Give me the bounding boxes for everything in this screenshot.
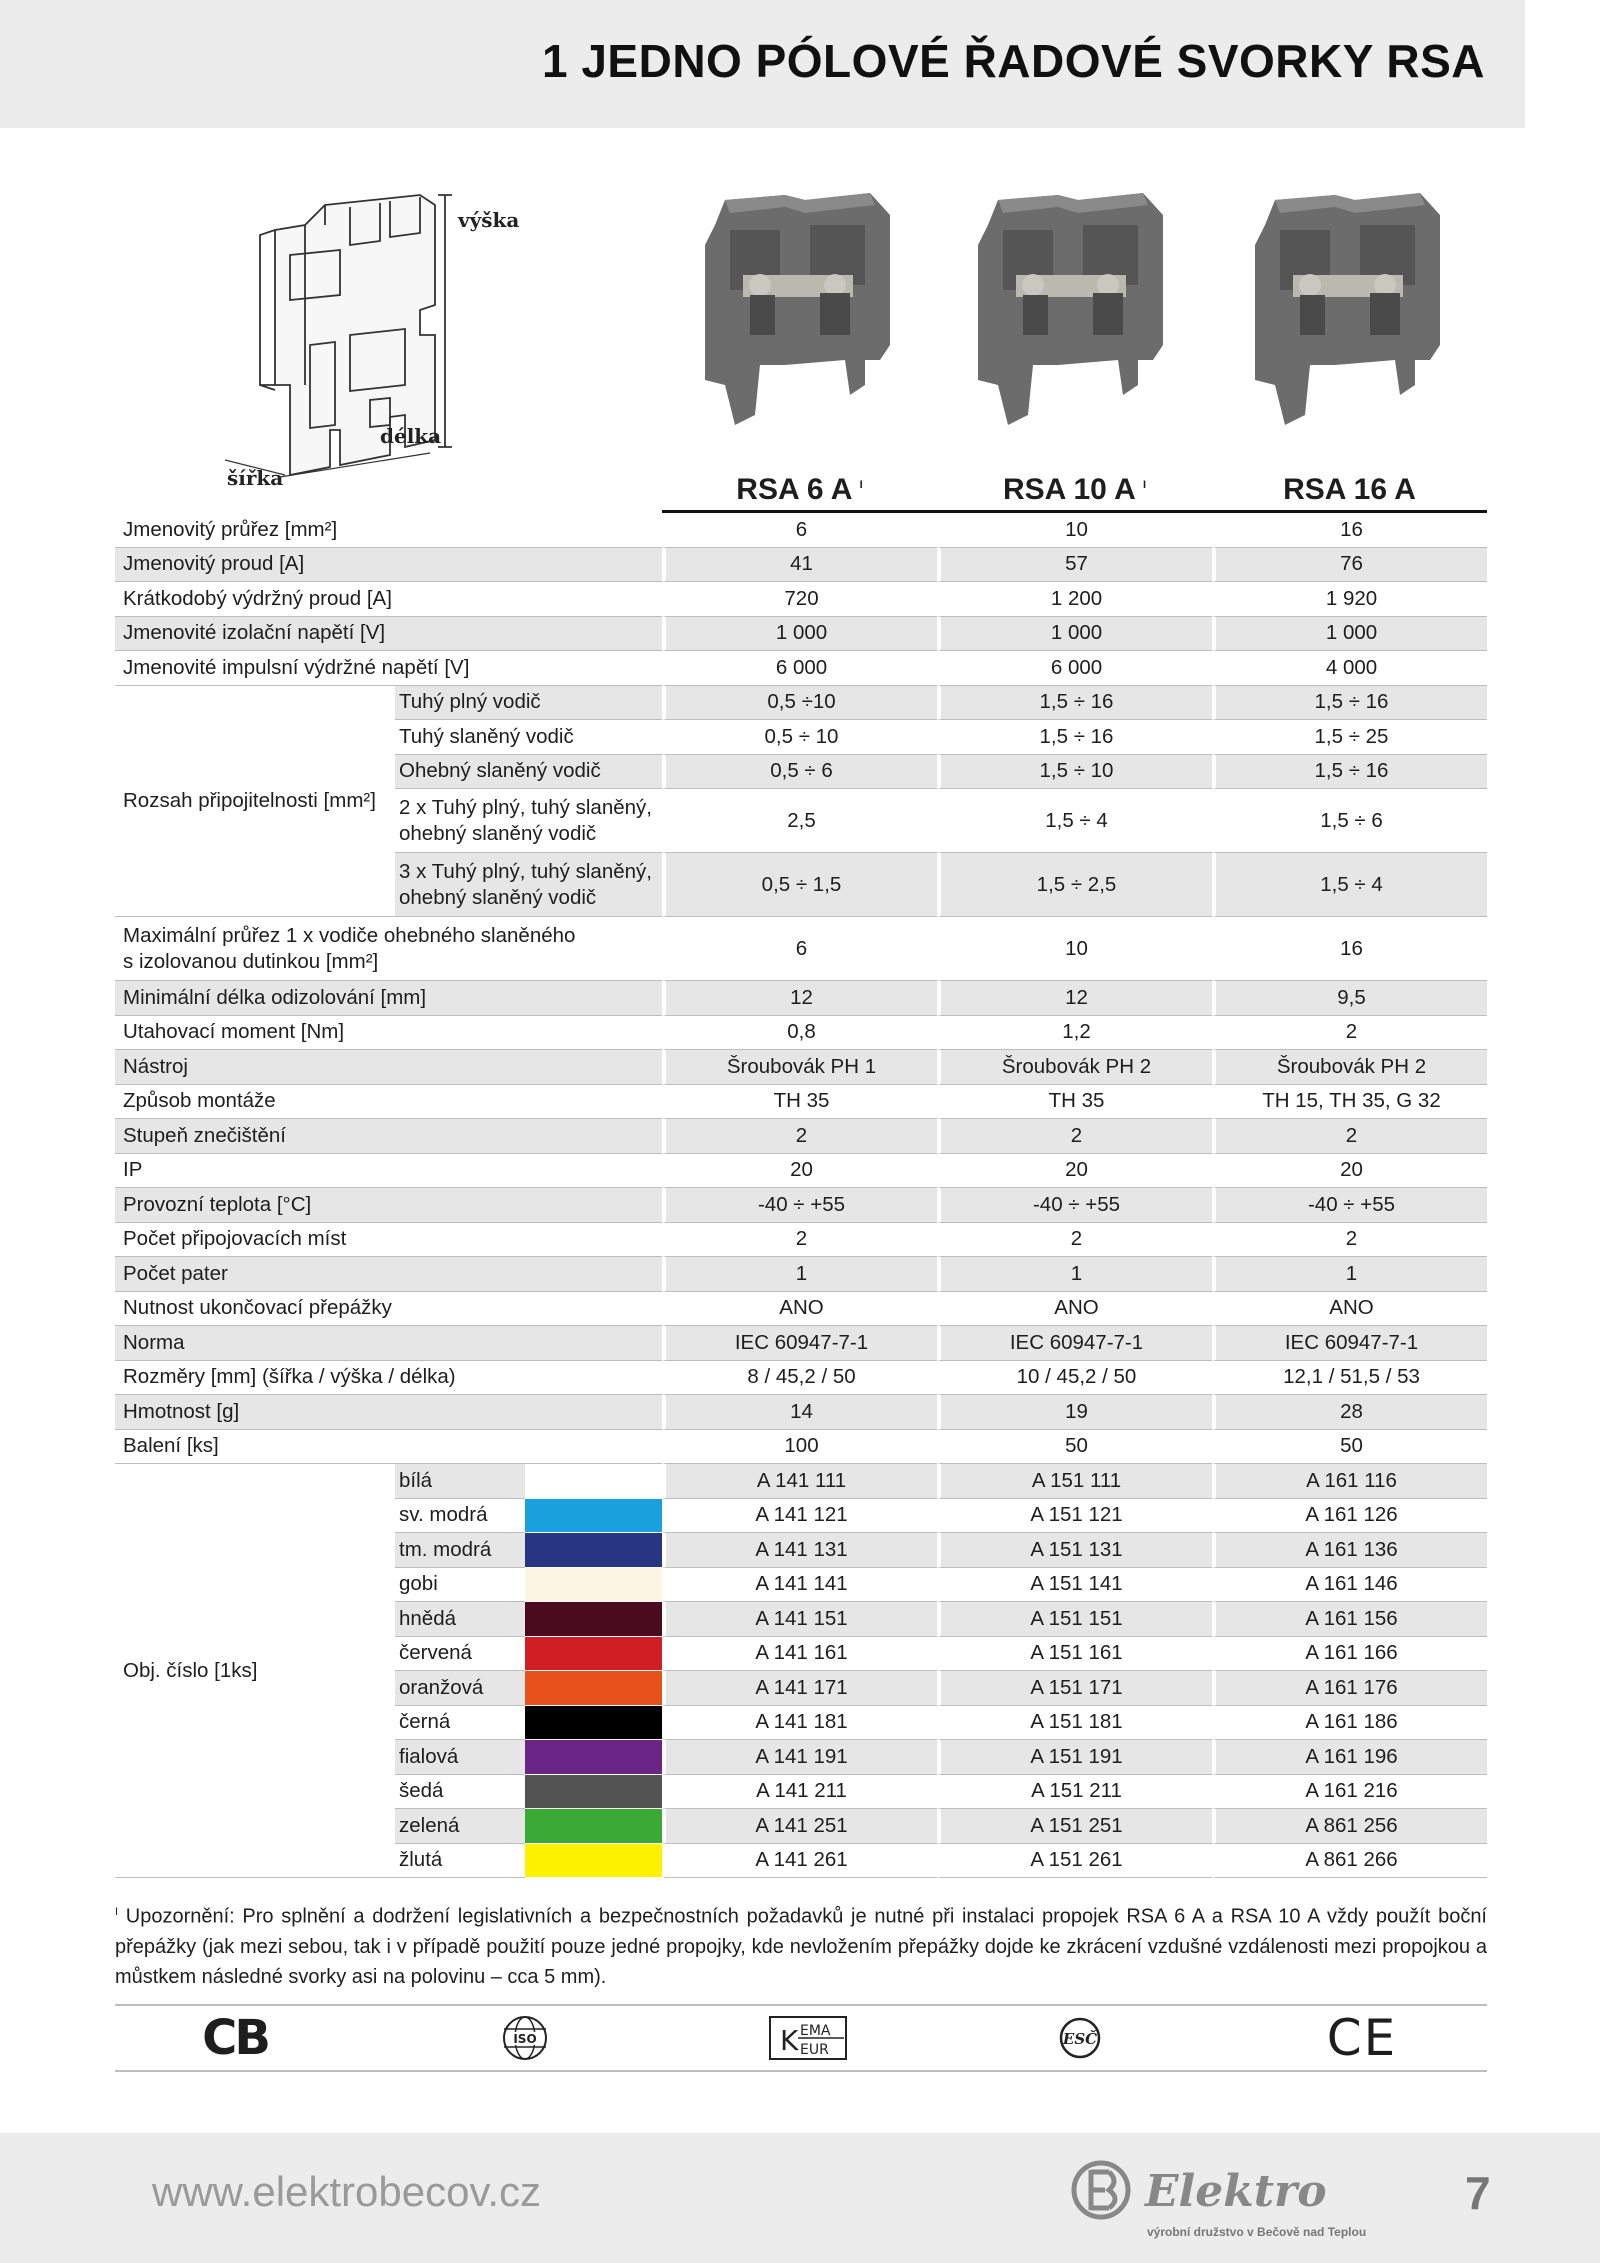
color-swatch — [525, 1671, 662, 1706]
spec-value: Šroubovák PH 2 — [1212, 1050, 1487, 1085]
spec-label: Norma — [115, 1326, 662, 1361]
color-name: fialová — [395, 1740, 525, 1775]
spec-value: TH 15, TH 35, G 32 — [1212, 1085, 1487, 1120]
spec-row — [115, 1016, 1487, 1051]
spec-value: 2 — [1212, 1223, 1487, 1258]
spec-label: Jmenovité impulsní výdržné napětí [V] — [115, 651, 662, 686]
order-number: A 161 166 — [1212, 1637, 1487, 1672]
color-name: bílá — [395, 1464, 525, 1499]
color-swatch — [525, 1499, 662, 1534]
spec-value: 2 — [937, 1119, 1212, 1154]
order-number: A 151 121 — [937, 1499, 1212, 1534]
order-number-label: Obj. číslo [1ks] — [115, 1464, 395, 1878]
brand-tagline: výrobní družstvo v Bečově nad Teplou — [1147, 2225, 1367, 2239]
spec-value: 50 — [1212, 1430, 1487, 1465]
spec-label: IP — [115, 1154, 662, 1189]
page-title: 1 JEDNO PÓLOVÉ ŘADOVÉ SVORKY RSA — [541, 35, 1485, 87]
color-name: gobi — [395, 1568, 525, 1603]
order-number: A 151 161 — [937, 1637, 1212, 1672]
order-number: A 161 136 — [1212, 1533, 1487, 1568]
spec-value: 10 / 45,2 / 50 — [937, 1361, 1212, 1396]
spec-value: 12 — [937, 981, 1212, 1016]
connection-type-label: 2 x Tuhý plný, tuhý slaněný, ohebný slaněný vodič — [395, 789, 662, 853]
spec-value: 0,5 ÷ 10 — [662, 720, 937, 755]
height-label: výška — [458, 208, 520, 232]
spec-value: 0,5 ÷ 1,5 — [662, 853, 937, 917]
color-name: černá — [395, 1706, 525, 1741]
spec-label: Krátkodobý výdržný proud [A] — [115, 582, 662, 617]
spec-row — [115, 1119, 1487, 1154]
spec-row — [115, 548, 1487, 583]
kema-ema-text: EMA — [799, 2023, 831, 2039]
spec-row — [115, 1292, 1487, 1327]
kema-k-text: K — [779, 2024, 798, 2057]
spec-value: 6 — [662, 513, 937, 548]
spec-value: Šroubovák PH 2 — [937, 1050, 1212, 1085]
order-number: A 141 171 — [662, 1671, 937, 1706]
spec-value: 20 — [1212, 1154, 1487, 1189]
connection-type-label: Tuhý slaněný vodič — [395, 720, 662, 755]
spec-value: 720 — [662, 582, 937, 617]
spec-label: Nutnost ukončovací přepážky — [115, 1292, 662, 1327]
spec-row — [115, 1050, 1487, 1085]
order-number: A 151 111 — [937, 1464, 1212, 1499]
spec-value: 4 000 — [1212, 651, 1487, 686]
spec-value: 0,5 ÷10 — [662, 686, 937, 721]
order-number: A 141 121 — [662, 1499, 937, 1534]
spec-value: 6 000 — [662, 651, 937, 686]
spec-value: ANO — [937, 1292, 1212, 1327]
spec-value: 8 / 45,2 / 50 — [662, 1361, 937, 1396]
order-number: A 151 151 — [937, 1602, 1212, 1637]
spec-value: 1 000 — [1212, 617, 1487, 652]
spec-value: 0,5 ÷ 6 — [662, 755, 937, 790]
spec-row — [115, 617, 1487, 652]
order-number: A 151 211 — [937, 1775, 1212, 1810]
spec-row — [115, 1326, 1487, 1361]
connection-row — [115, 686, 1487, 721]
product-heading: RSA 10 A $^I$ — [937, 470, 1212, 513]
page-header — [0, 0, 1525, 128]
spec-label: Balení [ks] — [115, 1430, 662, 1465]
spec-value: IEC 60947-7-1 — [937, 1326, 1212, 1361]
spec-value: 19 — [937, 1395, 1212, 1430]
spec-row — [115, 1395, 1487, 1430]
color-name: šedá — [395, 1775, 525, 1810]
order-number: A 861 266 — [1212, 1844, 1487, 1879]
spec-value: -40 ÷ +55 — [937, 1188, 1212, 1223]
spec-value: 0,8 — [662, 1016, 937, 1051]
spec-value: 1 200 — [937, 582, 1212, 617]
order-number: A 141 151 — [662, 1602, 937, 1637]
spec-value: 2 — [662, 1223, 937, 1258]
spec-table-wrap — [115, 470, 1487, 1878]
spec-value: 1 — [937, 1257, 1212, 1292]
spec-value: 50 — [937, 1430, 1212, 1465]
spec-value: 1,5 ÷ 16 — [937, 686, 1212, 721]
rsa-10a-terminal-image — [968, 185, 1173, 425]
color-name: hnědá — [395, 1602, 525, 1637]
order-number: A 161 126 — [1212, 1499, 1487, 1534]
order-number: A 161 176 — [1212, 1671, 1487, 1706]
spec-value: 2 — [1212, 1016, 1487, 1051]
spec-value: -40 ÷ +55 — [662, 1188, 937, 1223]
spec-value: 1,5 ÷ 4 — [1212, 853, 1487, 917]
spec-value: 1,2 — [937, 1016, 1212, 1051]
order-number: A 141 131 — [662, 1533, 937, 1568]
spec-value: 1,5 ÷ 16 — [1212, 686, 1487, 721]
elektro-logo — [1065, 2160, 1395, 2225]
spec-label: Hmotnost [g] — [115, 1395, 662, 1430]
color-swatch — [525, 1464, 662, 1499]
cb-mark-icon: CB — [202, 2010, 268, 2066]
kema-keur-icon — [765, 2012, 850, 2064]
spec-value: 1,5 ÷ 25 — [1212, 720, 1487, 755]
divider — [115, 2004, 1487, 2006]
order-number: A 161 186 — [1212, 1706, 1487, 1741]
length-label: délka — [380, 424, 442, 448]
spec-value: 2 — [662, 1119, 937, 1154]
color-swatch — [525, 1602, 662, 1637]
spec-row — [115, 1430, 1487, 1465]
spec-label: Jmenovitý proud [A] — [115, 548, 662, 583]
iso-globe-icon — [495, 2012, 555, 2064]
order-number: A 161 196 — [1212, 1740, 1487, 1775]
spec-value: 9,5 — [1212, 981, 1487, 1016]
spec-value: 16 — [1212, 513, 1487, 548]
color-name: tm. modrá — [395, 1533, 525, 1568]
spec-label: Jmenovité izolační napětí [V] — [115, 617, 662, 652]
footnote-text: Upozornění: Pro splnění a dodržení legislativních a bezpečnostních požadavků je nutné při instalaci propojek RSA 6 A a RSA 10 A vždy použít boční přepážky (jak mezi sebou, tak i v případě použití pouze jedné propojky, kde nevložením přepážky dojde ke zkrácení vzdušné vzdálenosti mezi propojkou a můstkem následné svorky asi na polovinu – cca 5 mm). — [115, 1905, 1487, 1988]
footnote-mark: I — [115, 1906, 119, 1918]
color-name: červená — [395, 1637, 525, 1672]
connection-range-label: Rozsah připojitelnosti [mm²] — [115, 686, 395, 918]
color-swatch — [525, 1706, 662, 1741]
spec-row — [115, 582, 1487, 617]
color-swatch — [525, 1844, 662, 1879]
kema-eur-text: EUR — [799, 2042, 829, 2058]
rsa-16a-terminal-image — [1245, 185, 1450, 425]
order-number: A 151 261 — [937, 1844, 1212, 1879]
spec-row — [115, 1223, 1487, 1258]
spec-value: 20 — [937, 1154, 1212, 1189]
spec-value: 1 — [1212, 1257, 1487, 1292]
color-name: sv. modrá — [395, 1499, 525, 1534]
order-number: A 151 171 — [937, 1671, 1212, 1706]
spec-value: 100 — [662, 1430, 937, 1465]
order-number: A 141 251 — [662, 1809, 937, 1844]
spec-value: TH 35 — [937, 1085, 1212, 1120]
spec-value: 10 — [937, 513, 1212, 548]
spec-label: Nástroj — [115, 1050, 662, 1085]
esc-mark-icon — [1055, 2012, 1105, 2064]
order-number: A 161 216 — [1212, 1775, 1487, 1810]
footnote — [115, 1897, 1487, 1992]
order-row — [115, 1464, 1487, 1499]
order-number: A 141 211 — [662, 1775, 937, 1810]
spec-value: IEC 60947-7-1 — [662, 1326, 937, 1361]
spec-table — [115, 470, 1487, 1878]
spec-value: 41 — [662, 548, 937, 583]
spec-label: Maximální průřez 1 x vodiče ohebného slaněného s izolovanou dutinkou [mm²] — [115, 917, 662, 981]
product-heading: RSA 6 A $^I$ — [662, 470, 937, 513]
spec-value: 6 — [662, 917, 937, 981]
divider — [115, 2070, 1487, 2072]
spec-value: 20 — [662, 1154, 937, 1189]
website-link[interactable]: www.elektrobecov.cz — [152, 2168, 542, 2215]
spec-value: Šroubovák PH 1 — [662, 1050, 937, 1085]
spec-value: 12,1 / 51,5 / 53 — [1212, 1361, 1487, 1396]
spec-value: 10 — [937, 917, 1212, 981]
order-number: A 141 161 — [662, 1637, 937, 1672]
spec-value: 2,5 — [662, 789, 937, 853]
page-number: 7 — [1465, 2167, 1491, 2219]
spec-value: 1,5 ÷ 16 — [1212, 755, 1487, 790]
product-heading: RSA 16 A — [1212, 470, 1487, 513]
order-number: A 141 261 — [662, 1844, 937, 1879]
spec-row — [115, 1361, 1487, 1396]
connection-type-label: Tuhý plný vodič — [395, 686, 662, 721]
spec-value: 14 — [662, 1395, 937, 1430]
terminal-dimension-diagram — [227, 185, 560, 490]
order-number: A 151 131 — [937, 1533, 1212, 1568]
spec-value: ANO — [1212, 1292, 1487, 1327]
connection-type-label: 3 x Tuhý plný, tuhý slaněný, ohebný slaněný vodič — [395, 853, 662, 917]
spec-row — [115, 1154, 1487, 1189]
spec-value: 76 — [1212, 548, 1487, 583]
spec-value: IEC 60947-7-1 — [1212, 1326, 1487, 1361]
spec-label: Minimální délka odizolování [mm] — [115, 981, 662, 1016]
order-number: A 861 256 — [1212, 1809, 1487, 1844]
order-number: A 141 181 — [662, 1706, 937, 1741]
spec-label: Způsob montáže — [115, 1085, 662, 1120]
order-number: A 161 116 — [1212, 1464, 1487, 1499]
order-number: A 141 141 — [662, 1568, 937, 1603]
order-number: A 151 191 — [937, 1740, 1212, 1775]
spec-row — [115, 1085, 1487, 1120]
product-header-row — [115, 470, 1487, 513]
spec-value: TH 35 — [662, 1085, 937, 1120]
spec-row — [115, 917, 1487, 981]
spec-row — [115, 513, 1487, 548]
spec-value: ANO — [662, 1292, 937, 1327]
color-name: zelená — [395, 1809, 525, 1844]
spec-row — [115, 1188, 1487, 1223]
spec-label: Rozměry [mm] (šířka / výška / délka) — [115, 1361, 662, 1396]
order-number: A 161 146 — [1212, 1568, 1487, 1603]
order-number: A 151 181 — [937, 1706, 1212, 1741]
width-label: šířka — [227, 466, 284, 490]
spec-value: 1,5 ÷ 16 — [937, 720, 1212, 755]
color-swatch — [525, 1637, 662, 1672]
spec-label: Stupeň znečištění — [115, 1119, 662, 1154]
color-swatch — [525, 1568, 662, 1603]
spec-value: 1,5 ÷ 2,5 — [937, 853, 1212, 917]
spec-value: 1,5 ÷ 6 — [1212, 789, 1487, 853]
spec-label: Počet připojovacích míst — [115, 1223, 662, 1258]
order-number: A 161 156 — [1212, 1602, 1487, 1637]
spec-label: Počet pater — [115, 1257, 662, 1292]
spec-value: 12 — [662, 981, 937, 1016]
spec-label: Jmenovitý průřez [mm²] — [115, 513, 662, 548]
spec-label: Provozní teplota [°C] — [115, 1188, 662, 1223]
color-swatch — [525, 1533, 662, 1568]
spec-value: 1 000 — [937, 617, 1212, 652]
spec-value: 28 — [1212, 1395, 1487, 1430]
spec-value: 2 — [1212, 1119, 1487, 1154]
spec-row — [115, 651, 1487, 686]
spec-row — [115, 1257, 1487, 1292]
spec-value: 16 — [1212, 917, 1487, 981]
spec-value: 1 — [662, 1257, 937, 1292]
connection-type-label: Ohebný slaněný vodič — [395, 755, 662, 790]
spec-value: 1,5 ÷ 10 — [937, 755, 1212, 790]
spec-value: 1 000 — [662, 617, 937, 652]
color-swatch — [525, 1775, 662, 1810]
spec-row — [115, 981, 1487, 1016]
color-name: žlutá — [395, 1844, 525, 1879]
order-number: A 141 111 — [662, 1464, 937, 1499]
spec-value: 2 — [937, 1223, 1212, 1258]
color-swatch — [525, 1809, 662, 1844]
spec-value: 1,5 ÷ 4 — [937, 789, 1212, 853]
color-swatch — [525, 1740, 662, 1775]
spec-label: Utahovací moment [Nm] — [115, 1016, 662, 1051]
order-number: A 141 191 — [662, 1740, 937, 1775]
spec-value: 6 000 — [937, 651, 1212, 686]
order-number: A 151 251 — [937, 1809, 1212, 1844]
spec-value: 57 — [937, 548, 1212, 583]
rsa-6a-terminal-image — [695, 185, 900, 425]
spec-value: -40 ÷ +55 — [1212, 1188, 1487, 1223]
ce-mark-icon: CE — [1326, 2009, 1398, 2067]
iso-text: ISO — [513, 2032, 537, 2046]
order-number: A 151 141 — [937, 1568, 1212, 1603]
color-name: oranžová — [395, 1671, 525, 1706]
brand-name: Elektro — [1145, 2166, 1327, 2217]
spec-value: 1 920 — [1212, 582, 1487, 617]
esc-text: ESČ — [1062, 2030, 1098, 2048]
